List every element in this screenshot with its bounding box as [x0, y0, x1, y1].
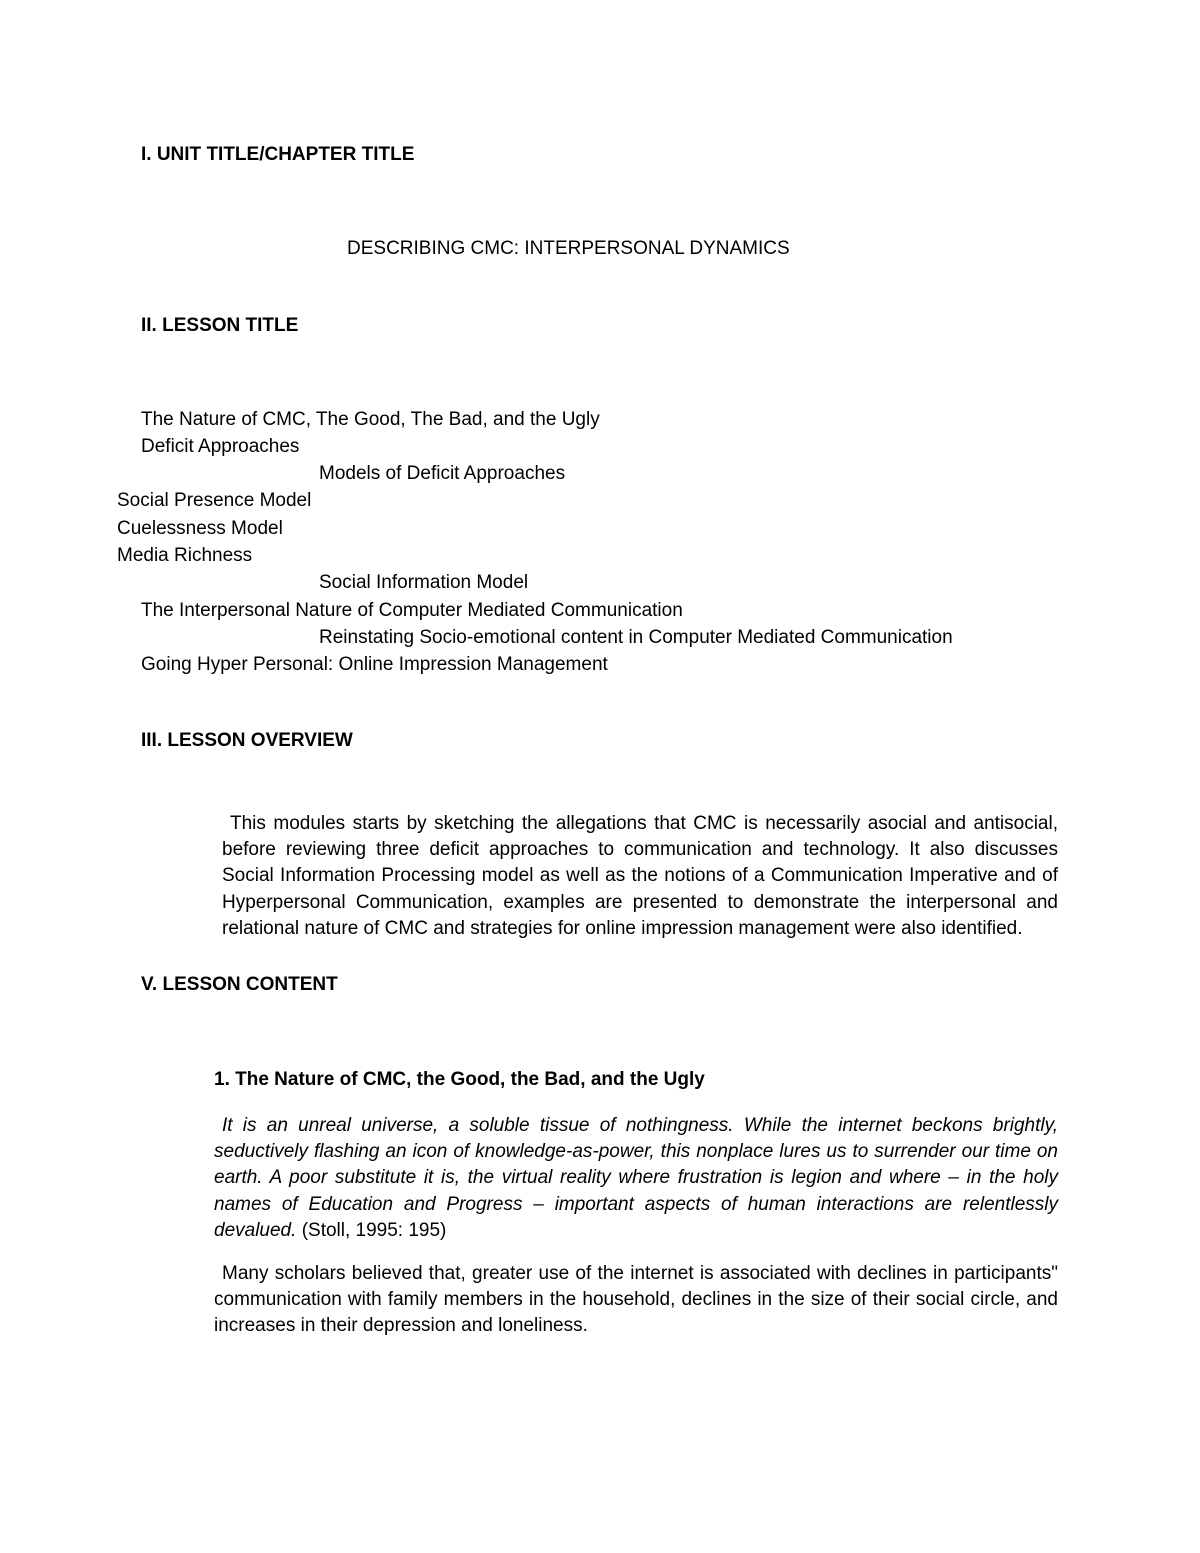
quote-citation: (Stoll, 1995: 195) — [301, 1219, 447, 1241]
lesson-title-item: Deficit Approaches — [141, 436, 300, 457]
lesson-title-item: The Nature of CMC, The Good, The Bad, and the Ugly — [141, 409, 600, 430]
quote-block — [214, 1113, 1058, 1244]
lesson-title-item: Models of Deficit Approaches — [319, 463, 566, 484]
lesson-title-item: Media Richness — [117, 545, 253, 566]
unit-heading: I. UNIT TITLE/CHAPTER TITLE — [141, 144, 415, 165]
overview-heading: III. LESSON OVERVIEW — [141, 730, 353, 751]
lesson-title-item: Social Information Model — [319, 572, 529, 593]
quote-text: It is an unreal universe, a soluble tissue of nothingness. While the internet beckons brightly, seductively flashing an icon of knowledge-as-power, this nonplace lures us to surrender our time on earth. A poor substitute it is, the virtual reality where frustration is legion and where – in the holy names of Education and Progress – important aspects of human interactions are relentlessly devalued. — [214, 1115, 1058, 1241]
lesson-title-item: Cuelessness Model — [117, 518, 283, 539]
content-paragraph: Many scholars believed that, greater use of the internet is associated with declines in participants" communication with family members in the household, declines in the size of their social circle, and increases in their depression and loneliness. — [214, 1263, 1058, 1337]
lesson-title-item: Social Presence Model — [117, 490, 312, 511]
content-heading: V. LESSON CONTENT — [141, 974, 338, 995]
lesson-title-item: Reinstating Socio-emotional content in Computer Mediated Communication — [319, 627, 953, 648]
unit-title: DESCRIBING CMC: INTERPERSONAL DYNAMICS — [347, 238, 790, 259]
section-title: 1. The Nature of CMC, the Good, the Bad, and the Ugly — [214, 1069, 705, 1090]
lesson-title-item: The Interpersonal Nature of Computer Mediated Communication — [141, 600, 683, 621]
lesson-title-heading: II. LESSON TITLE — [141, 315, 299, 336]
lesson-title-item: Going Hyper Personal: Online Impression Management — [141, 654, 608, 675]
overview-paragraph: This modules starts by sketching the allegations that CMC is necessarily asocial and antisocial, before reviewing three deficit approaches to communication and technology. It also discusses Social Information Processing model as well as the notions of a Communication Imperative and of Hyperpersonal Communication, examples are presented to demonstrate the interpersonal and relational nature of CMC and strategies for online impression management were also identified. — [222, 813, 1058, 939]
